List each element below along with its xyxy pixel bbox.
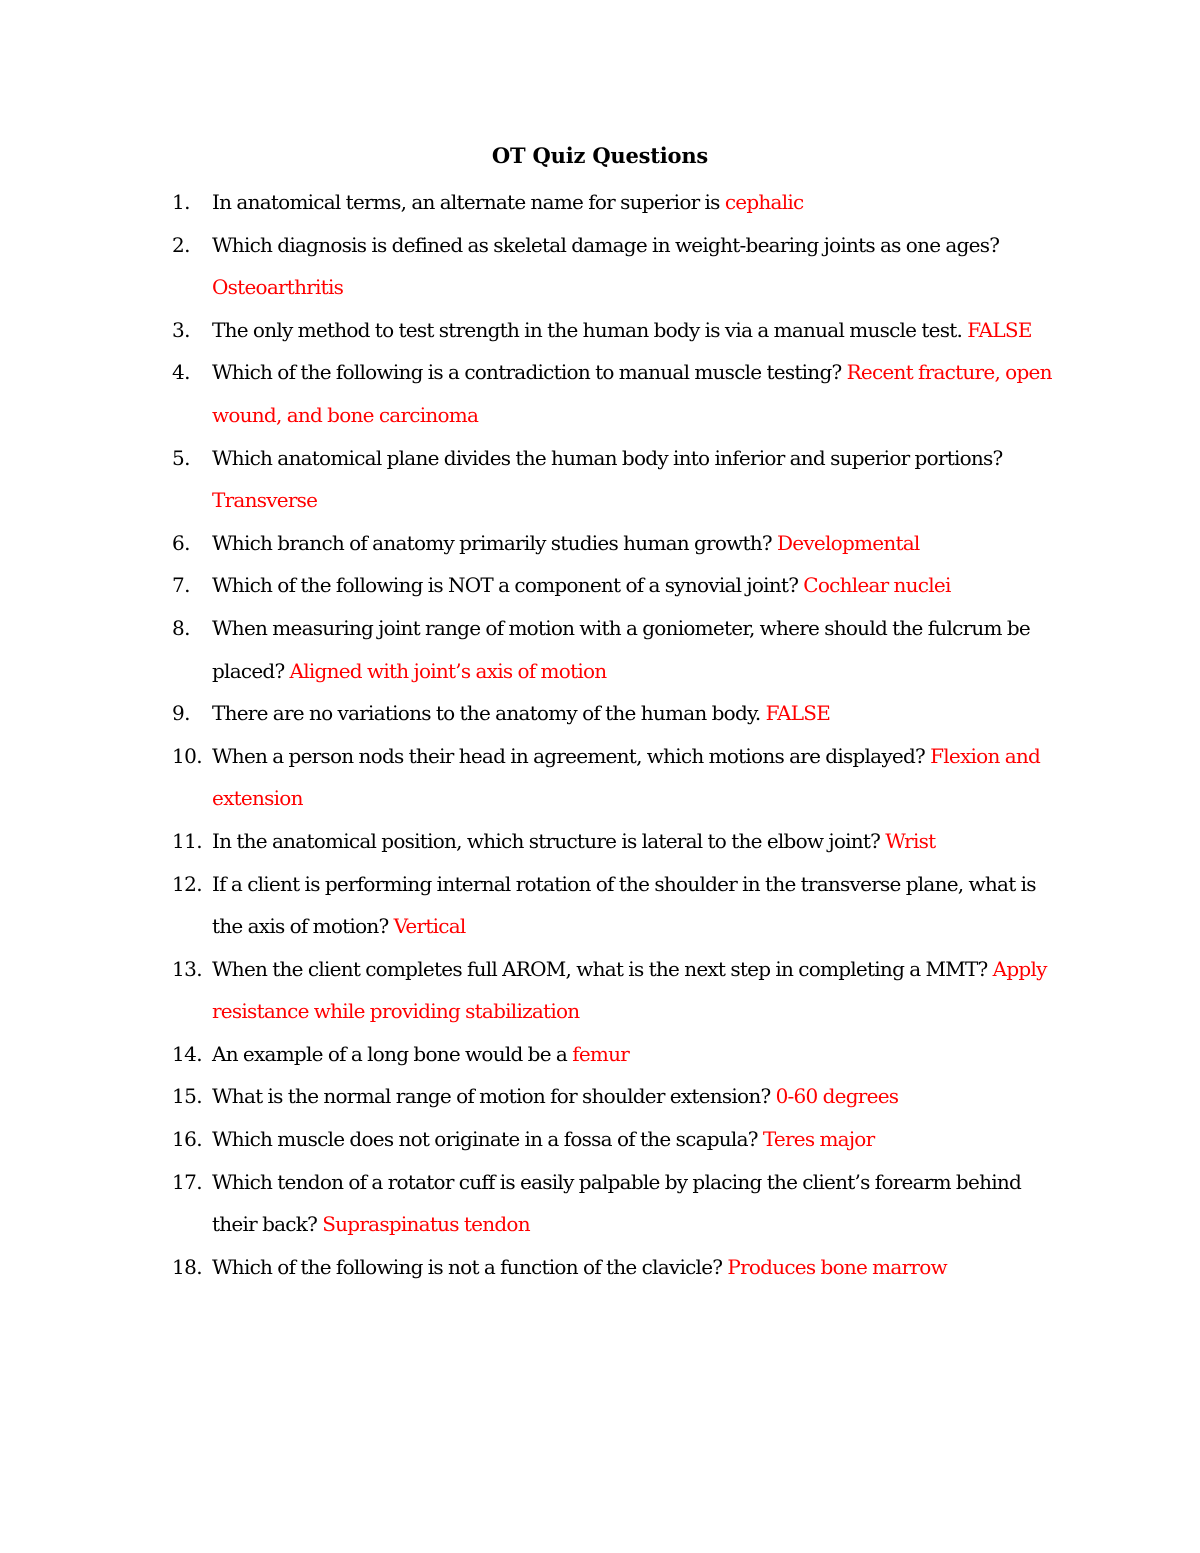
question-item (0, 948, 1200, 1033)
answer-text: Wrist (885, 828, 936, 853)
question-text: Which branch of anatomy primarily studies human growth? (212, 530, 778, 555)
question-item (0, 1161, 1200, 1246)
question-body (212, 692, 1057, 735)
question-number: 4. (172, 360, 190, 385)
question-item (0, 692, 1200, 735)
question-item (0, 224, 1200, 309)
answer-text: Transverse (212, 488, 318, 513)
answer-text: Recent fracture, open wound, and bone carcinoma (212, 360, 1052, 427)
question-item (0, 1033, 1200, 1076)
question-body (212, 1075, 1057, 1118)
question-number: 8. (172, 615, 190, 640)
question-text: Which of the following is NOT a component of a synovial joint? (212, 573, 804, 598)
answer-text: Teres major (762, 1127, 875, 1152)
question-number: 14. (172, 1041, 203, 1066)
question-text: There are no variations to the anatomy of the human body. (212, 701, 766, 726)
question-text: In the anatomical position, which structure is lateral to the elbow joint? (212, 828, 886, 853)
answer-text: cephalic (724, 190, 804, 214)
question-text: Which anatomical plane divides the human body into inferior and superior portions? (212, 445, 1003, 470)
question-text: If a client is performing internal rotation of the shoulder in the transverse plane, what is the axis of motion? (212, 871, 1036, 939)
answer-text: Aligned with joint’s axis of motion (289, 658, 607, 683)
question-text: Which diagnosis is defined as skeletal damage in weight-bearing joints as one ages? (212, 232, 1000, 257)
question-number: 6. (172, 530, 190, 555)
question-item (0, 564, 1200, 607)
question-body (212, 1161, 1057, 1246)
question-body (212, 1246, 1057, 1289)
question-number: 11. (172, 828, 203, 853)
question-number: 1. (172, 190, 190, 214)
question-number: 2. (172, 232, 190, 257)
question-body (212, 564, 1057, 607)
question-item (0, 181, 1200, 224)
question-number: 18. (172, 1254, 203, 1279)
question-body (212, 437, 1057, 522)
answer-text: Apply resistance while providing stabilization (212, 956, 1047, 1024)
document-title: OT Quiz Questions (491, 143, 709, 168)
question-item (0, 437, 1200, 522)
question-text: Which of the following is not a function of the clavicle? (212, 1254, 728, 1279)
question-text: What is the normal range of motion for shoulder extension? (212, 1084, 776, 1109)
question-text: When a person nods their head in agreement, which motions are displayed? (212, 743, 931, 768)
question-number: 12. (172, 871, 203, 896)
question-body (212, 351, 1057, 436)
question-number: 16. (172, 1127, 203, 1152)
question-body (212, 522, 1057, 565)
answer-text: femur (572, 1041, 630, 1066)
question-item (0, 1075, 1200, 1118)
answer-text: Cochlear nuclei (803, 573, 951, 598)
question-number: 13. (172, 956, 203, 981)
question-text: When the client completes full AROM, what is the next step in completing a MMT? (212, 956, 993, 981)
question-body (212, 309, 1057, 352)
question-item (0, 522, 1200, 565)
question-text: In anatomical terms, an alternate name for superior is (212, 190, 725, 214)
question-body (212, 224, 1057, 309)
answer-text: FALSE (765, 701, 831, 726)
question-number: 15. (172, 1084, 203, 1109)
question-number: 9. (172, 701, 190, 726)
answer-text: Flexion and extension (212, 743, 1041, 811)
question-body (212, 607, 1057, 692)
question-item (0, 735, 1200, 820)
question-item (0, 309, 1200, 352)
question-text: The only method to test strength in the human body is via a manual muscle test. (212, 317, 968, 342)
question-number: 3. (172, 317, 190, 342)
question-item (0, 1118, 1200, 1161)
answer-text: Vertical (393, 914, 466, 939)
question-body (212, 1033, 1057, 1076)
question-item (0, 607, 1200, 692)
question-text: An example of a long bone would be a (212, 1041, 573, 1066)
question-item (0, 820, 1200, 863)
answer-text: Produces bone marrow (727, 1254, 947, 1279)
question-body (212, 735, 1057, 820)
question-text: Which tendon of a rotator cuff is easily palpable by placing the client’s forearm behind their back? (212, 1169, 1022, 1237)
answer-text: Osteoarthritis (212, 275, 344, 300)
question-text: When measuring joint range of motion with a goniometer, where should the fulcrum be placed? (212, 615, 1031, 683)
answer-text: FALSE (967, 317, 1032, 342)
question-body (212, 181, 1057, 224)
question-text: Which of the following is a contradiction to manual muscle testing? (212, 360, 847, 385)
question-body (212, 863, 1057, 948)
answer-text: 0-60 degrees (775, 1084, 899, 1109)
question-item (0, 351, 1200, 436)
question-number: 10. (172, 743, 203, 768)
question-item (0, 863, 1200, 948)
question-body (212, 948, 1057, 1033)
question-text: Which muscle does not originate in a fossa of the scapula? (212, 1127, 763, 1152)
question-body (212, 820, 1057, 863)
question-number: 7. (172, 573, 190, 598)
question-number: 5. (172, 445, 190, 470)
question-number: 17. (172, 1169, 203, 1194)
answer-text: Developmental (777, 530, 920, 555)
question-list (0, 181, 1200, 1288)
question-item (0, 1246, 1200, 1289)
question-body (212, 1118, 1057, 1161)
answer-text: Supraspinatus tendon (322, 1212, 530, 1237)
